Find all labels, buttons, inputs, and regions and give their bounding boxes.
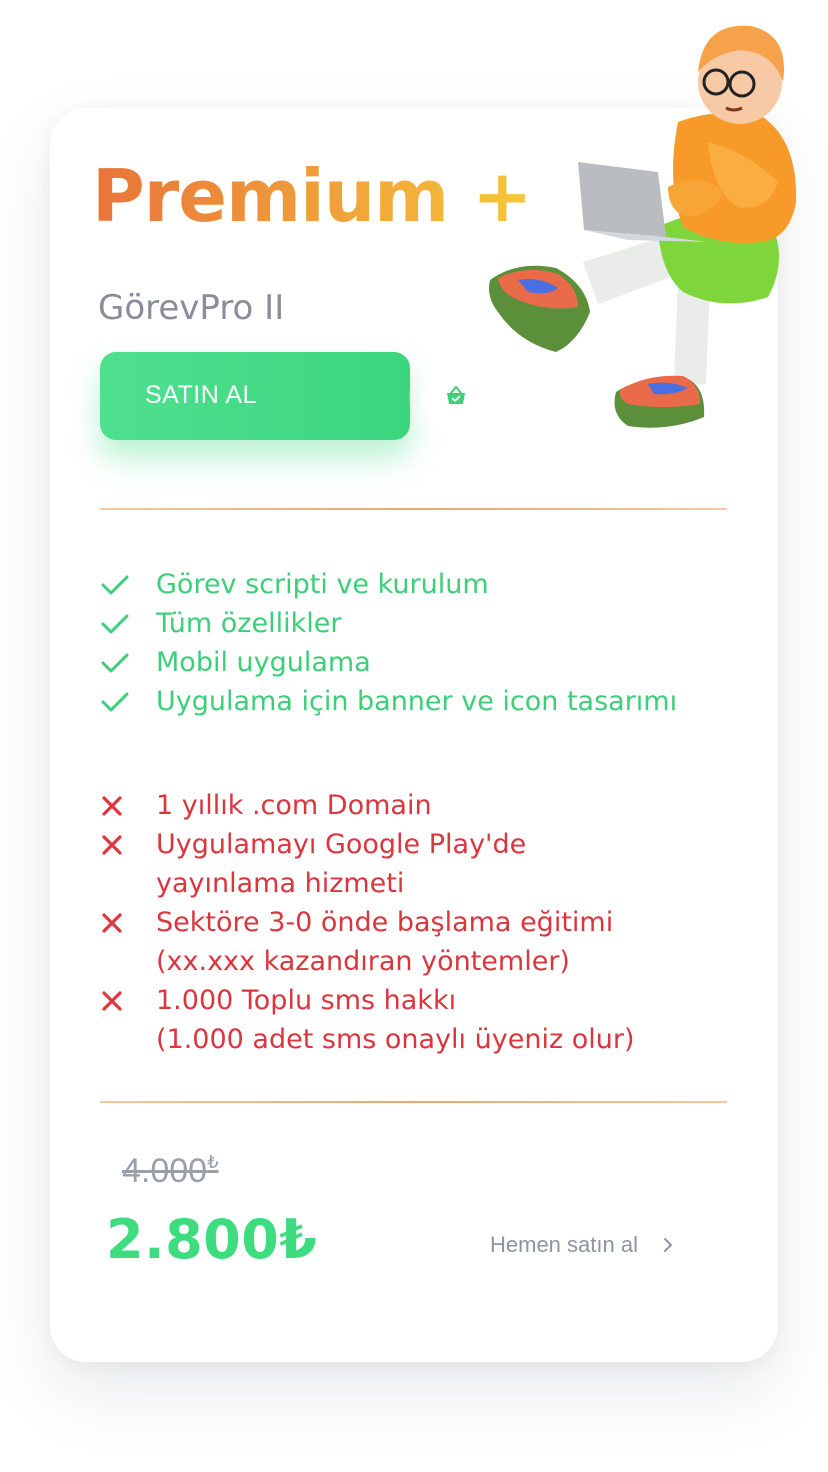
feature-text	[156, 981, 634, 1059]
cross-icon	[100, 794, 124, 818]
buy-now-label: Hemen satın al	[490, 1232, 638, 1257]
feature-text	[156, 825, 526, 903]
included-feature-item	[100, 565, 677, 604]
feature-text: Uygulama için banner ve icon tasarımı	[156, 686, 678, 717]
feature-text	[156, 786, 432, 825]
buy-button-label: SATIN AL	[145, 381, 257, 409]
check-icon	[100, 612, 130, 636]
feature-text-line: 1 yıllık .com Domain	[156, 790, 432, 821]
divider-bottom	[100, 1101, 727, 1103]
divider-top	[100, 508, 727, 510]
feature-text-line: 1.000 Toplu sms hakkı	[156, 985, 457, 1016]
basket-icon	[444, 384, 468, 408]
feature-text-line: (xx.xxx kazandıran yöntemler)	[156, 946, 570, 977]
feature-icon-wrap	[100, 682, 156, 721]
feature-text-line: Uygulamayı Google Play'de	[156, 829, 527, 860]
check-icon	[100, 651, 130, 675]
feature-icon-wrap	[100, 786, 156, 825]
feature-icon-wrap	[100, 565, 156, 604]
feature-text-line: Sektöre 3-0 önde başlama eğitimi	[156, 907, 614, 938]
included-features-list	[100, 565, 677, 721]
new-price: 2.800₺	[106, 1208, 318, 1271]
cross-icon	[100, 833, 124, 857]
feature-text: Görev scripti ve kurulum	[156, 569, 489, 600]
old-price-value: 4.000	[122, 1152, 208, 1190]
buy-button[interactable]	[100, 352, 410, 440]
chevron-right-icon	[662, 1236, 674, 1254]
feature-text-line: yayınlama hizmeti	[156, 868, 405, 899]
buy-now-link[interactable]	[490, 1232, 674, 1258]
feature-text	[156, 903, 613, 981]
feature-text: Tüm özellikler	[156, 608, 342, 639]
feature-icon-wrap	[100, 981, 156, 1020]
old-price-currency: ₺	[207, 1152, 219, 1172]
included-feature-item	[100, 682, 677, 721]
feature-icon-wrap	[100, 825, 156, 864]
excluded-feature-item	[100, 825, 634, 903]
excluded-features-list	[100, 786, 634, 1059]
plan-subtitle: GörevPro II	[98, 288, 285, 328]
cross-icon	[100, 989, 124, 1013]
feature-icon-wrap	[100, 643, 156, 682]
feature-text-line: (1.000 adet sms onaylı üyeniz olur)	[156, 1024, 635, 1055]
check-icon	[100, 690, 130, 714]
excluded-feature-item	[100, 903, 634, 981]
cross-icon	[100, 911, 124, 935]
plan-title: Premium +	[92, 154, 532, 238]
check-icon	[100, 573, 130, 597]
feature-text: Mobil uygulama	[156, 647, 371, 678]
feature-icon-wrap	[100, 903, 156, 942]
feature-icon-wrap	[100, 604, 156, 643]
included-feature-item	[100, 643, 677, 682]
excluded-feature-item	[100, 786, 634, 825]
old-price	[122, 1152, 219, 1191]
included-feature-item	[100, 604, 677, 643]
excluded-feature-item	[100, 981, 634, 1059]
